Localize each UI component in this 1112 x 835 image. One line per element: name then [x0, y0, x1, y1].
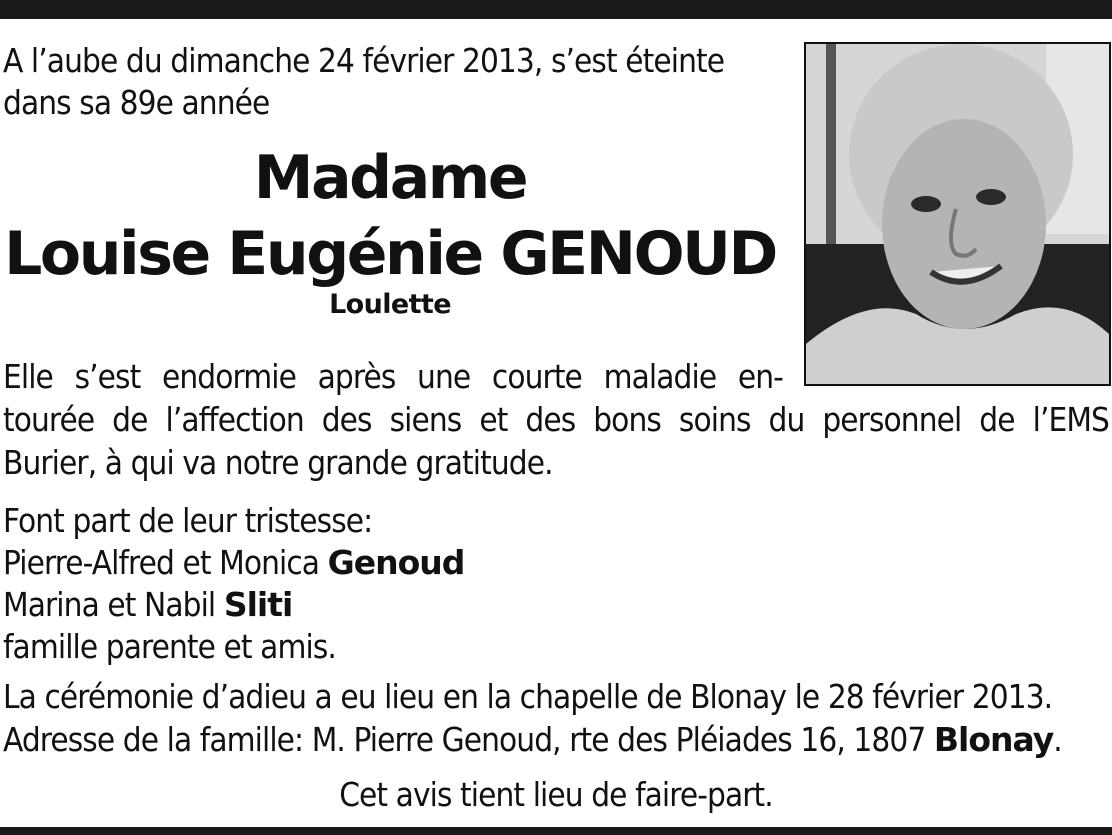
- mourner-1-surname: Genoud: [327, 543, 465, 582]
- paragraph-1-line-1: Elle s’est endormie après une courte maladie en-: [3, 357, 783, 396]
- mourner-1-first-names: Pierre-Alfred et Monica: [3, 543, 328, 582]
- closing-note: Cet avis tient lieu de faire-part.: [339, 775, 773, 814]
- portrait-photo-icon: [806, 44, 1109, 384]
- mourner-2-surname: Sliti: [223, 585, 293, 624]
- title-nickname: Loulette: [329, 289, 451, 320]
- mourner-entry-1: [3, 542, 1103, 584]
- intro-line-2: dans sa 89e année: [3, 83, 270, 122]
- intro-line-1: A l’aube du dimanche 24 février 2013, s’est éteinte: [3, 41, 725, 80]
- title-full-name: Louise Eugénie GENOUD: [4, 219, 776, 289]
- mourner-entry-2: [3, 584, 1103, 626]
- paragraph-1-line-2: tourée de l’affection des siens et des bons soins du personnel de l’EMS: [3, 400, 1109, 439]
- address-prefix: Adresse de la famille: M. Pierre Genoud, rte des Pléiades 16, 1807: [3, 720, 934, 759]
- mourner-entry-3: famille parente et amis.: [3, 627, 336, 666]
- ceremony-and-address: [3, 675, 1109, 761]
- bottom-border-rule: [0, 827, 1112, 835]
- mourner-2-first-names: Marina et Nabil: [3, 585, 224, 624]
- top-border-rule: [0, 0, 1112, 19]
- mourners-intro: Font part de leur tristesse:: [3, 501, 373, 540]
- paragraph-1-line-3: Burier, à qui va notre grande gratitude.: [3, 443, 553, 482]
- portrait-photo: [804, 42, 1111, 386]
- ceremony-line: La cérémonie d’adieu a eu lieu en la chapelle de Blonay le 28 février 2013.: [3, 677, 1053, 716]
- mourners-list: [3, 500, 1103, 668]
- address-line: [3, 718, 1109, 761]
- address-suffix: .: [1053, 720, 1062, 759]
- intro-text: [3, 40, 783, 124]
- deceased-name-block: [0, 140, 780, 322]
- title-honorific: Madame: [253, 143, 527, 213]
- address-city: Blonay: [933, 720, 1054, 759]
